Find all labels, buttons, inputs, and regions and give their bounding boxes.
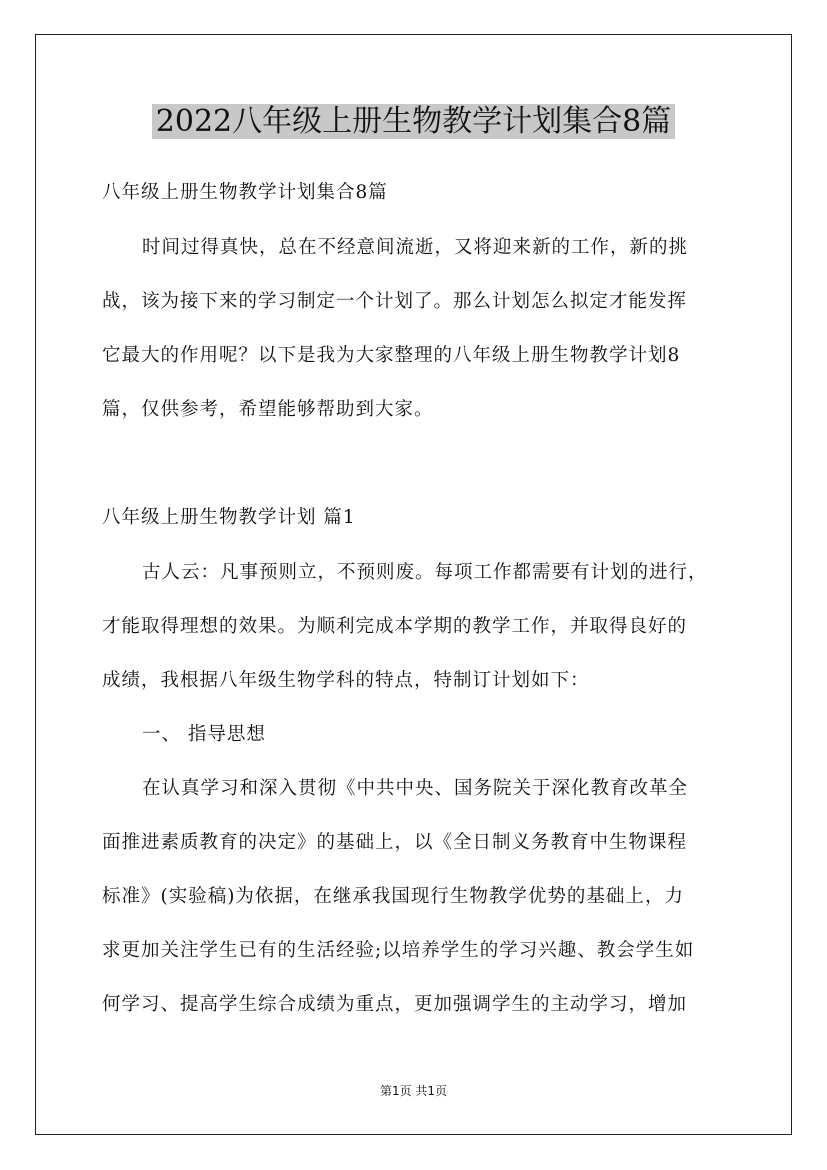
intro-line: 它最大的作用呢？以下是我为大家整理的八年级上册生物教学计划8 (102, 345, 681, 366)
document-subtitle: 八年级上册生物教学计划集合8篇 (102, 182, 388, 203)
section-heading: 八年级上册生物教学计划 篇1 (102, 507, 356, 528)
section-line: 古人云：凡事预则立，不预则废。每项工作都需要有计划的进行， (142, 562, 708, 583)
intro-line: 篇，仅供参考，希望能够帮助到大家。 (102, 399, 434, 420)
document-title: 2022八年级上册生物教学计划集合8篇 (0, 97, 827, 147)
guide-line: 标准》(实验稿)为依据，在继承我国现行生物教学优势的基础上，力 (102, 886, 684, 907)
section-line: 才能取得理想的效果。为顺利完成本学期的教学工作，并取得良好的 (102, 616, 688, 637)
subheading-guiding-ideology: 一、 指导思想 (142, 724, 266, 745)
intro-line: 战，该为接下来的学习制定一个计划了。那么计划怎么拟定才能发挥 (102, 291, 688, 312)
guide-line: 何学习、提高学生综合成绩为重点，更加强调学生的主动学习，增加 (102, 994, 688, 1015)
intro-line: 时间过得真快，总在不经意间流逝，又将迎来新的工作，新的挑 (142, 237, 689, 258)
guide-line: 求更加关注学生已有的生活经验;以培养学生的学习兴趣、教会学生如 (102, 940, 695, 961)
guide-line: 在认真学习和深入贯彻《中共中央、国务院关于深化教育改革全 (142, 778, 689, 799)
section-line: 成绩，我根据八年级生物学科的特点，特制订计划如下： (102, 670, 590, 691)
guide-line: 面推进素质教育的决定》的基础上，以《全日制义务教育中生物课程 (102, 832, 688, 853)
page-number-footer: 第1页 共1页 (379, 1084, 448, 1098)
